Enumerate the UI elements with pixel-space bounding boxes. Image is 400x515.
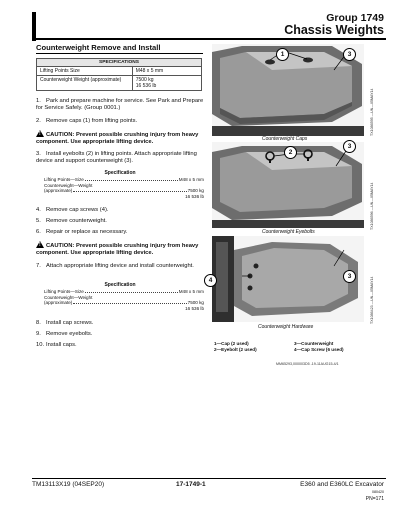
step-number: 2. bbox=[36, 118, 41, 124]
figure-caption: Counterweight Eyebolts bbox=[262, 229, 315, 235]
spec-label: Lifting Points—Size bbox=[44, 289, 84, 294]
figure-caption: Counterweight Caps bbox=[262, 136, 308, 142]
spec-label: Lifting Points—Size bbox=[44, 177, 84, 182]
page-number: 17-1749-1 bbox=[176, 481, 206, 488]
header-rule bbox=[32, 38, 386, 40]
caution-2 bbox=[36, 241, 204, 257]
step-text: Attach appropriate lifting device and install counterweight. bbox=[46, 263, 194, 269]
figure-caption: Counterweight Hardware bbox=[258, 324, 314, 330]
specifications-table bbox=[36, 58, 202, 91]
spec-value: 7500 kg bbox=[187, 300, 204, 306]
spec-label: (approximate) bbox=[44, 188, 73, 194]
callout-3-counterweight: 3 bbox=[343, 140, 356, 153]
callout-3-counterweight: 3 bbox=[343, 270, 356, 283]
legend-left bbox=[214, 341, 257, 353]
step-number: 4. bbox=[36, 207, 41, 213]
step-3 bbox=[36, 151, 204, 165]
warning-icon bbox=[36, 241, 44, 248]
callout-2-eyebolt: 2 bbox=[284, 146, 297, 159]
step-9 bbox=[36, 331, 204, 338]
specification-block-1 bbox=[44, 177, 204, 199]
spec-value: M48 x 5 mm bbox=[178, 289, 204, 294]
step-8 bbox=[36, 320, 204, 327]
step-text: Remove eyebolts. bbox=[46, 331, 93, 337]
spec-label: Lifting Points Size bbox=[37, 67, 133, 76]
callout-4-cap-screw: 4 bbox=[204, 274, 217, 287]
step-text: Repair or replace as necessary. bbox=[46, 229, 128, 235]
step-text: Park and prepare machine for service. See Park and Prepare for Service Safely. (Group 0001.) bbox=[36, 98, 204, 111]
specification-heading: Specification bbox=[104, 282, 136, 288]
step-text: Install caps. bbox=[46, 342, 77, 348]
spec-value-imperial: 16 536 lb bbox=[135, 83, 157, 89]
step-number: 9. bbox=[36, 331, 41, 337]
spec-label: Counterweight Weight (approximate) bbox=[37, 76, 133, 91]
step-7 bbox=[36, 263, 204, 270]
header-side-bar bbox=[32, 12, 36, 41]
figure-reference-code: MM65293,000003D5 -19-11AUG15-4/1 bbox=[276, 362, 339, 366]
specification-block-2 bbox=[44, 289, 204, 311]
specification-heading: Specification bbox=[104, 170, 136, 176]
step-number: 1. bbox=[36, 98, 41, 104]
callout-3-counterweight: 3 bbox=[343, 48, 356, 61]
step-number: 5. bbox=[36, 218, 41, 224]
spec-value-metric: 7500 kg bbox=[135, 77, 154, 83]
figure-code: TX1086595 —UN—05MAY14 bbox=[370, 88, 374, 136]
model-subcode: 080420 bbox=[372, 490, 384, 494]
spec-label: (approximate) bbox=[44, 300, 73, 306]
legend-right bbox=[294, 341, 344, 353]
page-id: PN=171 bbox=[365, 496, 384, 502]
step-text: Install cap screws. bbox=[46, 320, 94, 326]
table-row bbox=[37, 76, 202, 91]
group-number: Group 1749 bbox=[326, 12, 384, 24]
legend-item: 2—Eyebolt (2 used) bbox=[214, 347, 257, 352]
spec-table-heading: SPECIFICATIONS bbox=[37, 59, 202, 67]
legend-item: 3—Counterweight bbox=[294, 341, 334, 346]
step-text: Install eyebolts (2) in lifting points. Attach appropriate lifting device and support counterweight (3). bbox=[36, 151, 197, 164]
warning-icon bbox=[36, 130, 44, 137]
callout-1-cap: 1 bbox=[276, 48, 289, 61]
caution-1 bbox=[36, 130, 204, 146]
step-1 bbox=[36, 98, 204, 112]
step-text: Remove caps (1) from lifting points. bbox=[46, 118, 138, 124]
step-number: 8. bbox=[36, 320, 41, 326]
spec-label: Counterweight—Weight bbox=[44, 294, 93, 300]
caution-text: CAUTION: Prevent possible crushing injury from heavy component. Use appropriate lifting device. bbox=[36, 243, 199, 256]
step-number: 10. bbox=[36, 342, 45, 348]
figure-counterweight-hardware bbox=[212, 236, 364, 322]
step-10 bbox=[36, 342, 204, 349]
step-text: Remove cap screws (4). bbox=[46, 207, 109, 213]
page-title: Chassis Weights bbox=[284, 23, 384, 37]
step-number: 6. bbox=[36, 229, 41, 235]
step-number: 3. bbox=[36, 151, 41, 157]
machine-model: E360 and E360LC Excavator bbox=[300, 481, 384, 488]
step-number: 7. bbox=[36, 263, 41, 269]
legend-item: 1—Cap (2 used) bbox=[214, 341, 249, 346]
step-5 bbox=[36, 218, 204, 225]
table-row bbox=[37, 67, 202, 76]
document-number: TM13113X19 (04SEP20) bbox=[32, 481, 105, 488]
section-rule bbox=[36, 53, 203, 54]
footer-rule bbox=[32, 478, 386, 479]
step-4 bbox=[36, 207, 204, 214]
spec-value: 7500 kg bbox=[187, 188, 204, 194]
step-6 bbox=[36, 229, 204, 236]
step-text: Remove counterweight. bbox=[46, 218, 107, 224]
step-2 bbox=[36, 118, 204, 125]
section-title: Counterweight Remove and Install bbox=[36, 43, 161, 52]
spec-value: 16 536 lb bbox=[185, 193, 204, 199]
legend-item: 4—Cap Screw (6 used) bbox=[294, 347, 344, 352]
spec-value: M48 x 5 mm bbox=[178, 177, 204, 182]
spec-value bbox=[132, 76, 201, 91]
figure-code: TX1086596 —UN—05MAY14 bbox=[370, 182, 374, 230]
counterweight-hardware-illustration bbox=[212, 236, 364, 322]
caution-text: CAUTION: Prevent possible crushing injury from heavy component. Use appropriate lifting device. bbox=[36, 132, 199, 145]
spec-value: M48 x 5 mm bbox=[132, 67, 201, 76]
spec-label: Counterweight—Weight bbox=[44, 182, 93, 188]
spec-value: 16 536 lb bbox=[185, 305, 204, 311]
figure-code: TX1086423 —UN—05MAY14 bbox=[370, 276, 374, 324]
